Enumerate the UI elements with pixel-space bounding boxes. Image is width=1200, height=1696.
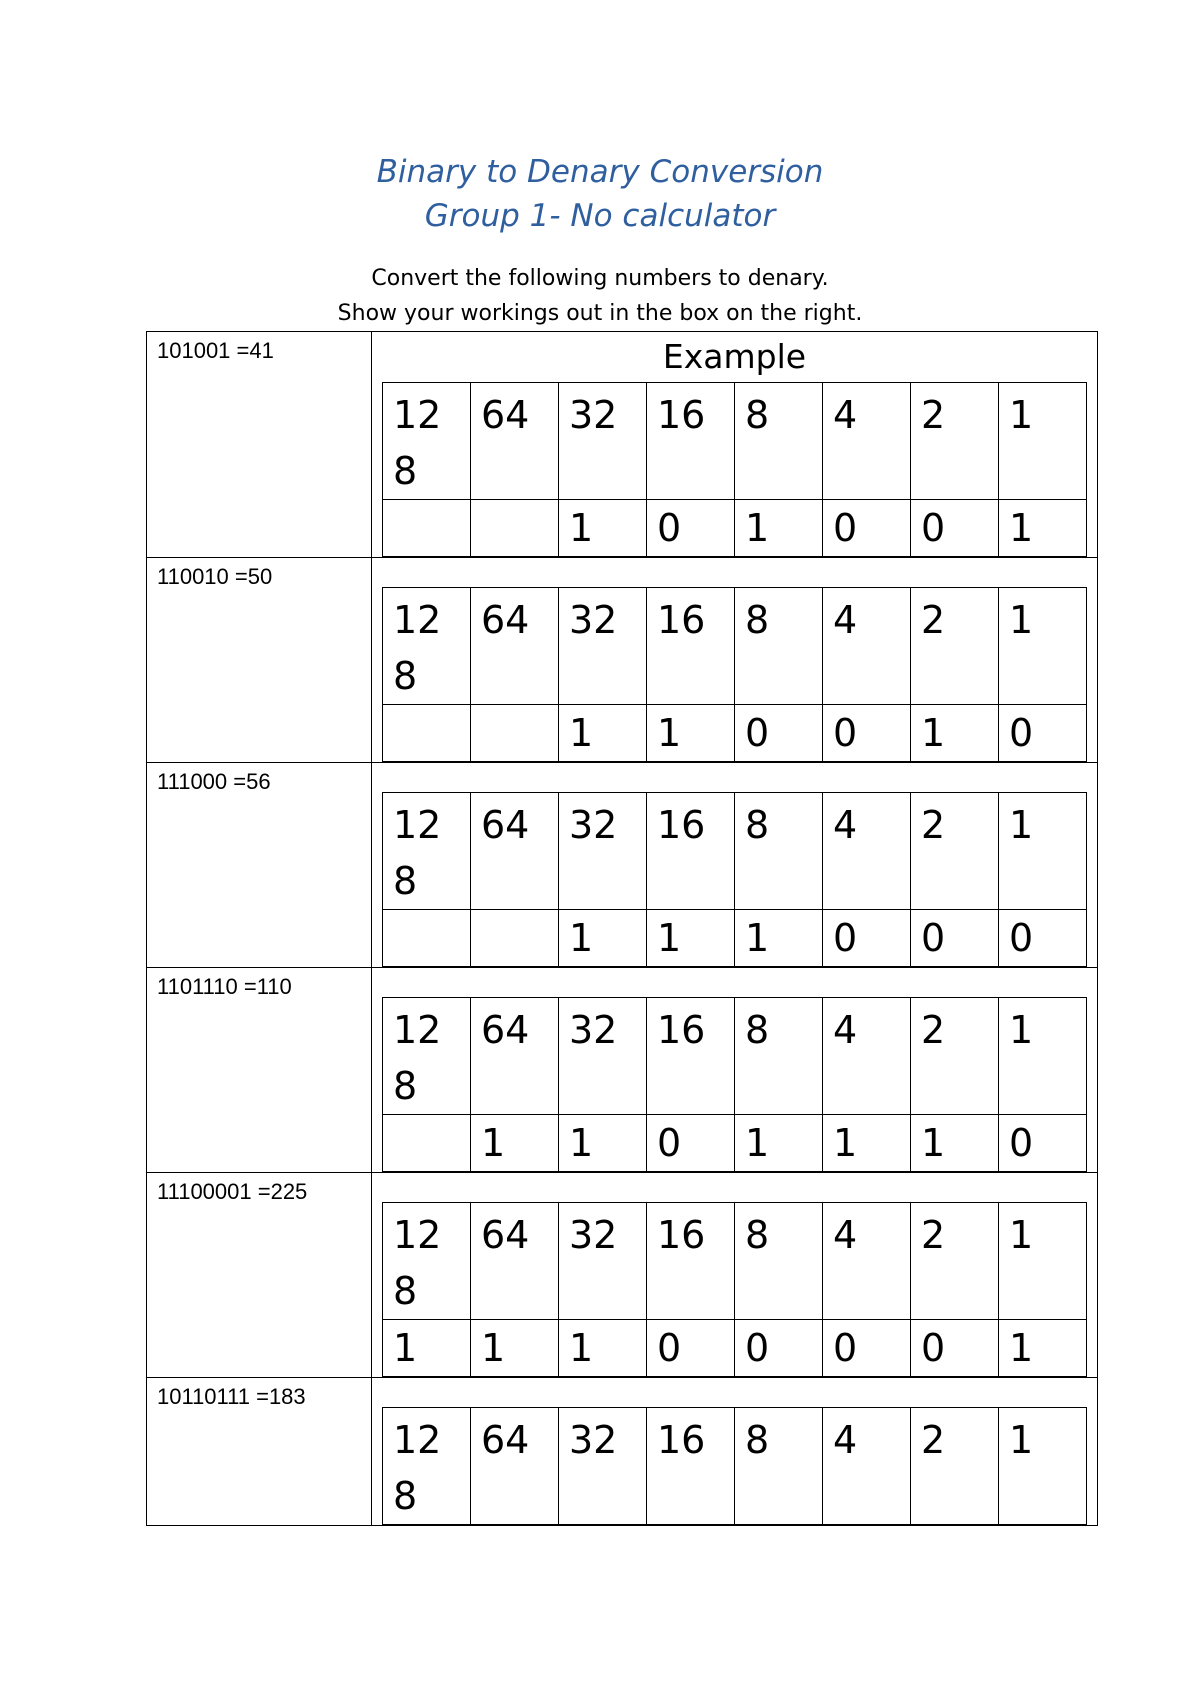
place-value-cell: 4 bbox=[823, 793, 911, 910]
place-value-cell: 16 bbox=[647, 383, 735, 500]
example-label: Example bbox=[662, 337, 807, 376]
place-value-cell: 64 bbox=[471, 383, 559, 500]
worksheet-row bbox=[147, 558, 1098, 763]
bit-cell[interactable] bbox=[383, 1115, 471, 1172]
bit-cell[interactable]: 1 bbox=[999, 500, 1087, 557]
bit-cell[interactable]: 1 bbox=[647, 910, 735, 967]
bit-cell[interactable]: 1 bbox=[735, 500, 823, 557]
place-value-cell: 128 bbox=[383, 1203, 471, 1320]
place-value-cell: 4 bbox=[823, 1203, 911, 1320]
bit-cell[interactable]: 0 bbox=[823, 910, 911, 967]
place-value-cell: 2 bbox=[911, 998, 999, 1115]
place-value-cell: 16 bbox=[647, 1408, 735, 1525]
place-value-cell: 32 bbox=[559, 793, 647, 910]
bit-cell[interactable] bbox=[471, 705, 559, 762]
bit-cell[interactable] bbox=[471, 910, 559, 967]
place-value-cell: 1 bbox=[999, 998, 1087, 1115]
worksheet-table bbox=[146, 331, 1098, 1526]
place-value-cell: 128 bbox=[383, 1408, 471, 1525]
question-cell: 110010 =50 bbox=[147, 558, 372, 763]
question-cell: 11100001 =225 bbox=[147, 1173, 372, 1378]
place-value-cell: 64 bbox=[471, 1408, 559, 1525]
bit-cell[interactable]: 1 bbox=[647, 705, 735, 762]
place-value-grid bbox=[382, 1202, 1087, 1377]
bit-cell[interactable]: 0 bbox=[911, 500, 999, 557]
place-value-grid bbox=[382, 1407, 1087, 1525]
question-cell: 10110111 =183 bbox=[147, 1378, 372, 1526]
bit-cell[interactable] bbox=[383, 910, 471, 967]
instruction-line-1: Convert the following numbers to denary. bbox=[371, 266, 829, 291]
bit-cell[interactable]: 1 bbox=[471, 1320, 559, 1377]
place-value-cell: 64 bbox=[471, 998, 559, 1115]
bit-cell[interactable]: 1 bbox=[559, 1320, 647, 1377]
worksheet-row bbox=[147, 763, 1098, 968]
place-value-cell: 64 bbox=[471, 588, 559, 705]
place-value-cell: 8 bbox=[735, 793, 823, 910]
bit-cell[interactable]: 0 bbox=[999, 910, 1087, 967]
workings-cell[interactable] bbox=[372, 1173, 1098, 1378]
place-value-cell: 4 bbox=[823, 383, 911, 500]
place-value-cell: 32 bbox=[559, 588, 647, 705]
bit-cell[interactable]: 1 bbox=[559, 500, 647, 557]
place-value-cell: 32 bbox=[559, 998, 647, 1115]
place-value-cell: 64 bbox=[471, 1203, 559, 1320]
worksheet-subtitle: Group 1- No calculator bbox=[424, 198, 776, 234]
workings-cell[interactable] bbox=[372, 1378, 1098, 1526]
bit-cell[interactable]: 1 bbox=[823, 1115, 911, 1172]
instruction-line-2: Show your workings out in the box on the right. bbox=[337, 301, 863, 326]
bit-cell[interactable]: 1 bbox=[911, 1115, 999, 1172]
place-value-cell: 2 bbox=[911, 1203, 999, 1320]
worksheet-title: Binary to Denary Conversion bbox=[376, 154, 824, 190]
place-value-cell: 8 bbox=[735, 383, 823, 500]
question-cell: 101001 =41 bbox=[147, 332, 372, 558]
place-value-cell: 4 bbox=[823, 588, 911, 705]
place-value-cell: 8 bbox=[735, 998, 823, 1115]
place-value-cell: 16 bbox=[647, 793, 735, 910]
bit-cell[interactable]: 0 bbox=[911, 910, 999, 967]
bit-cell[interactable]: 1 bbox=[559, 705, 647, 762]
bit-cell[interactable]: 0 bbox=[647, 500, 735, 557]
place-value-cell: 128 bbox=[383, 793, 471, 910]
bit-cell[interactable]: 0 bbox=[823, 705, 911, 762]
place-value-cell: 1 bbox=[999, 1408, 1087, 1525]
bit-cell[interactable] bbox=[383, 500, 471, 557]
place-value-grid bbox=[382, 792, 1087, 967]
bit-cell[interactable]: 0 bbox=[735, 1320, 823, 1377]
bit-cell[interactable]: 1 bbox=[559, 910, 647, 967]
place-value-cell: 2 bbox=[911, 1408, 999, 1525]
place-value-cell: 2 bbox=[911, 588, 999, 705]
worksheet-row bbox=[147, 1173, 1098, 1378]
place-value-cell: 128 bbox=[383, 383, 471, 500]
place-value-cell: 4 bbox=[823, 1408, 911, 1525]
place-value-cell: 32 bbox=[559, 1408, 647, 1525]
worksheet-row bbox=[147, 1378, 1098, 1526]
bit-cell[interactable]: 1 bbox=[383, 1320, 471, 1377]
place-value-cell: 16 bbox=[647, 1203, 735, 1320]
bit-cell[interactable]: 0 bbox=[911, 1320, 999, 1377]
place-value-cell: 8 bbox=[735, 1203, 823, 1320]
question-cell: 111000 =56 bbox=[147, 763, 372, 968]
place-value-cell: 8 bbox=[735, 1408, 823, 1525]
worksheet-row bbox=[147, 332, 1098, 558]
place-value-cell: 2 bbox=[911, 383, 999, 500]
place-value-cell: 2 bbox=[911, 793, 999, 910]
bit-cell[interactable]: 0 bbox=[999, 1115, 1087, 1172]
bit-cell[interactable]: 1 bbox=[735, 1115, 823, 1172]
place-value-cell: 1 bbox=[999, 588, 1087, 705]
place-value-cell: 1 bbox=[999, 793, 1087, 910]
question-cell: 1101110 =110 bbox=[147, 968, 372, 1173]
place-value-cell: 32 bbox=[559, 383, 647, 500]
place-value-cell: 8 bbox=[735, 588, 823, 705]
place-value-cell: 64 bbox=[471, 793, 559, 910]
bit-cell[interactable] bbox=[383, 705, 471, 762]
workings-cell[interactable] bbox=[372, 332, 1098, 558]
bit-cell[interactable]: 1 bbox=[559, 1115, 647, 1172]
place-value-cell: 128 bbox=[383, 588, 471, 705]
place-value-grid bbox=[382, 587, 1087, 762]
bit-cell[interactable]: 1 bbox=[471, 1115, 559, 1172]
bit-cell[interactable]: 0 bbox=[999, 705, 1087, 762]
place-value-cell: 1 bbox=[999, 1203, 1087, 1320]
bit-cell[interactable] bbox=[471, 500, 559, 557]
workings-cell[interactable] bbox=[372, 763, 1098, 968]
bit-cell[interactable]: 0 bbox=[647, 1320, 735, 1377]
place-value-cell: 128 bbox=[383, 998, 471, 1115]
workings-cell[interactable] bbox=[372, 558, 1098, 763]
place-value-cell: 32 bbox=[559, 1203, 647, 1320]
workings-cell[interactable] bbox=[372, 968, 1098, 1173]
place-value-cell: 16 bbox=[647, 588, 735, 705]
place-value-cell: 1 bbox=[999, 383, 1087, 500]
bit-cell[interactable]: 0 bbox=[647, 1115, 735, 1172]
bit-cell[interactable]: 0 bbox=[823, 500, 911, 557]
bit-cell[interactable]: 1 bbox=[735, 910, 823, 967]
place-value-cell: 4 bbox=[823, 998, 911, 1115]
place-value-grid bbox=[382, 382, 1087, 557]
bit-cell[interactable]: 0 bbox=[823, 1320, 911, 1377]
place-value-cell: 16 bbox=[647, 998, 735, 1115]
bit-cell[interactable]: 1 bbox=[911, 705, 999, 762]
bit-cell[interactable]: 1 bbox=[999, 1320, 1087, 1377]
place-value-grid bbox=[382, 997, 1087, 1172]
bit-cell[interactable]: 0 bbox=[735, 705, 823, 762]
worksheet-row bbox=[147, 968, 1098, 1173]
